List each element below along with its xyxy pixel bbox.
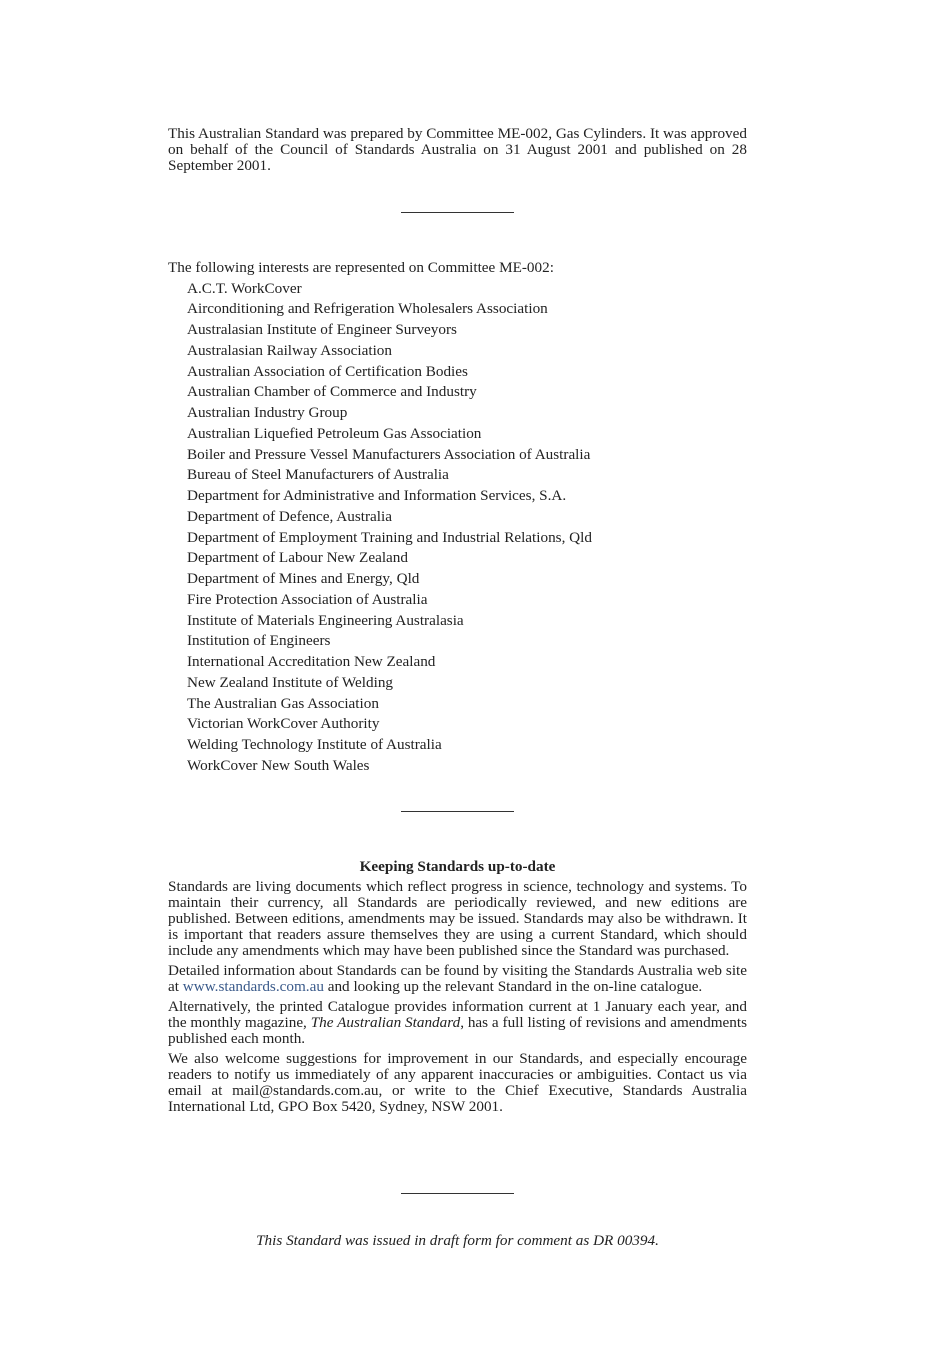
committee-member: Airconditioning and Refrigeration Wholesalers Association [187,300,548,318]
approval-statement: This Australian Standard was prepared by Committee ME-002, Gas Cylinders. It was approved on behalf of the Council of Standards Australia on 31 August 2001 and published on 28 September 2001. [168,125,747,174]
committee-member: Department of Mines and Energy, Qld [187,570,420,588]
keeping-standards-section [168,858,747,1119]
committee-member: Bureau of Steel Manufacturers of Australia [187,466,449,484]
committee-member: The Australian Gas Association [187,694,379,712]
committee-member: Australasian Institute of Engineer Surveyors [187,321,457,339]
catalogue-text-before: Alternatively, the printed Catalogue provides information current at 1 January each year, and the monthly magazine, [168,998,747,1031]
committee-heading: The following interests are represented on Committee ME-002: [168,259,554,276]
committee-member: Australian Chamber of Commerce and Industry [187,383,477,401]
committee-member: WorkCover New South Wales [187,756,370,774]
website-text-after: and looking up the relevant Standard in the on-line catalogue. [323,978,703,995]
committee-member: Welding Technology Institute of Australia [187,736,442,754]
magazine-title: The Australian Standard [310,1014,461,1031]
section-divider [401,811,514,812]
committee-member: Boiler and Pressure Vessel Manufacturers Association of Australia [187,445,591,463]
committee-member: Australian Association of Certification Bodies [187,362,468,380]
keeping-paragraph-living-documents: Standards are living documents which reflect progress in science, technology and systems. To maintain their currency, all Standards are periodically reviewed, and new editions are published. Between editions, amendments may be issued. Standards may also be withdrawn. It is important that readers assure themselves they are using a current Standard, which should include any amendments which may have been published since the Standard was purchased. [168,878,747,959]
committee-member: New Zealand Institute of Welding [187,673,394,691]
catalogue-text-after: , has a full listing of revisions and amendments published each month. [168,1014,747,1047]
committee-member: Department of Labour New Zealand [187,549,408,567]
keeping-paragraph-website [168,963,747,995]
committee-member: Department of Employment Training and Industrial Relations, Qld [187,528,592,546]
committee-member: Australian Industry Group [187,404,348,422]
keeping-paragraph-suggestions: We also welcome suggestions for improvement in our Standards, and especially encourage readers to notify us immediately of any apparent inaccuracies or ambiguities. Contact us via email at mail@standards.com.au, or write to the Chief Executive, Standards Australia International Ltd, GPO Box 5420, Sydney, NSW 2001. [168,1050,747,1115]
section-divider [401,212,514,213]
keeping-paragraph-catalogue [168,999,747,1047]
committee-member: A.C.T. WorkCover [187,279,302,297]
committee-member: Department of Defence, Australia [187,507,392,525]
committee-member: Victorian WorkCover Authority [187,715,380,733]
committee-member: Department for Administrative and Information Services, S.A. [187,487,567,505]
website-text-before: Detailed information about Standards can be found by visiting the Standards Australia web site at [168,962,747,995]
draft-note: This Standard was issued in draft form for comment as DR 00394. [256,1232,659,1249]
committee-member: Fire Protection Association of Australia [187,590,428,608]
committee-member: International Accreditation New Zealand [187,653,436,671]
committee-interests [168,258,768,777]
committee-member-list [168,279,768,777]
committee-member: Institution of Engineers [187,632,331,650]
standards-website-link[interactable]: www.standards.com.au [182,978,324,995]
committee-member: Institute of Materials Engineering Australasia [187,611,464,629]
committee-member: Australian Liquefied Petroleum Gas Association [187,424,482,442]
committee-member: Australasian Railway Association [187,341,392,359]
section-divider [401,1193,514,1194]
keeping-standards-title: Keeping Standards up-to-date [359,858,556,875]
